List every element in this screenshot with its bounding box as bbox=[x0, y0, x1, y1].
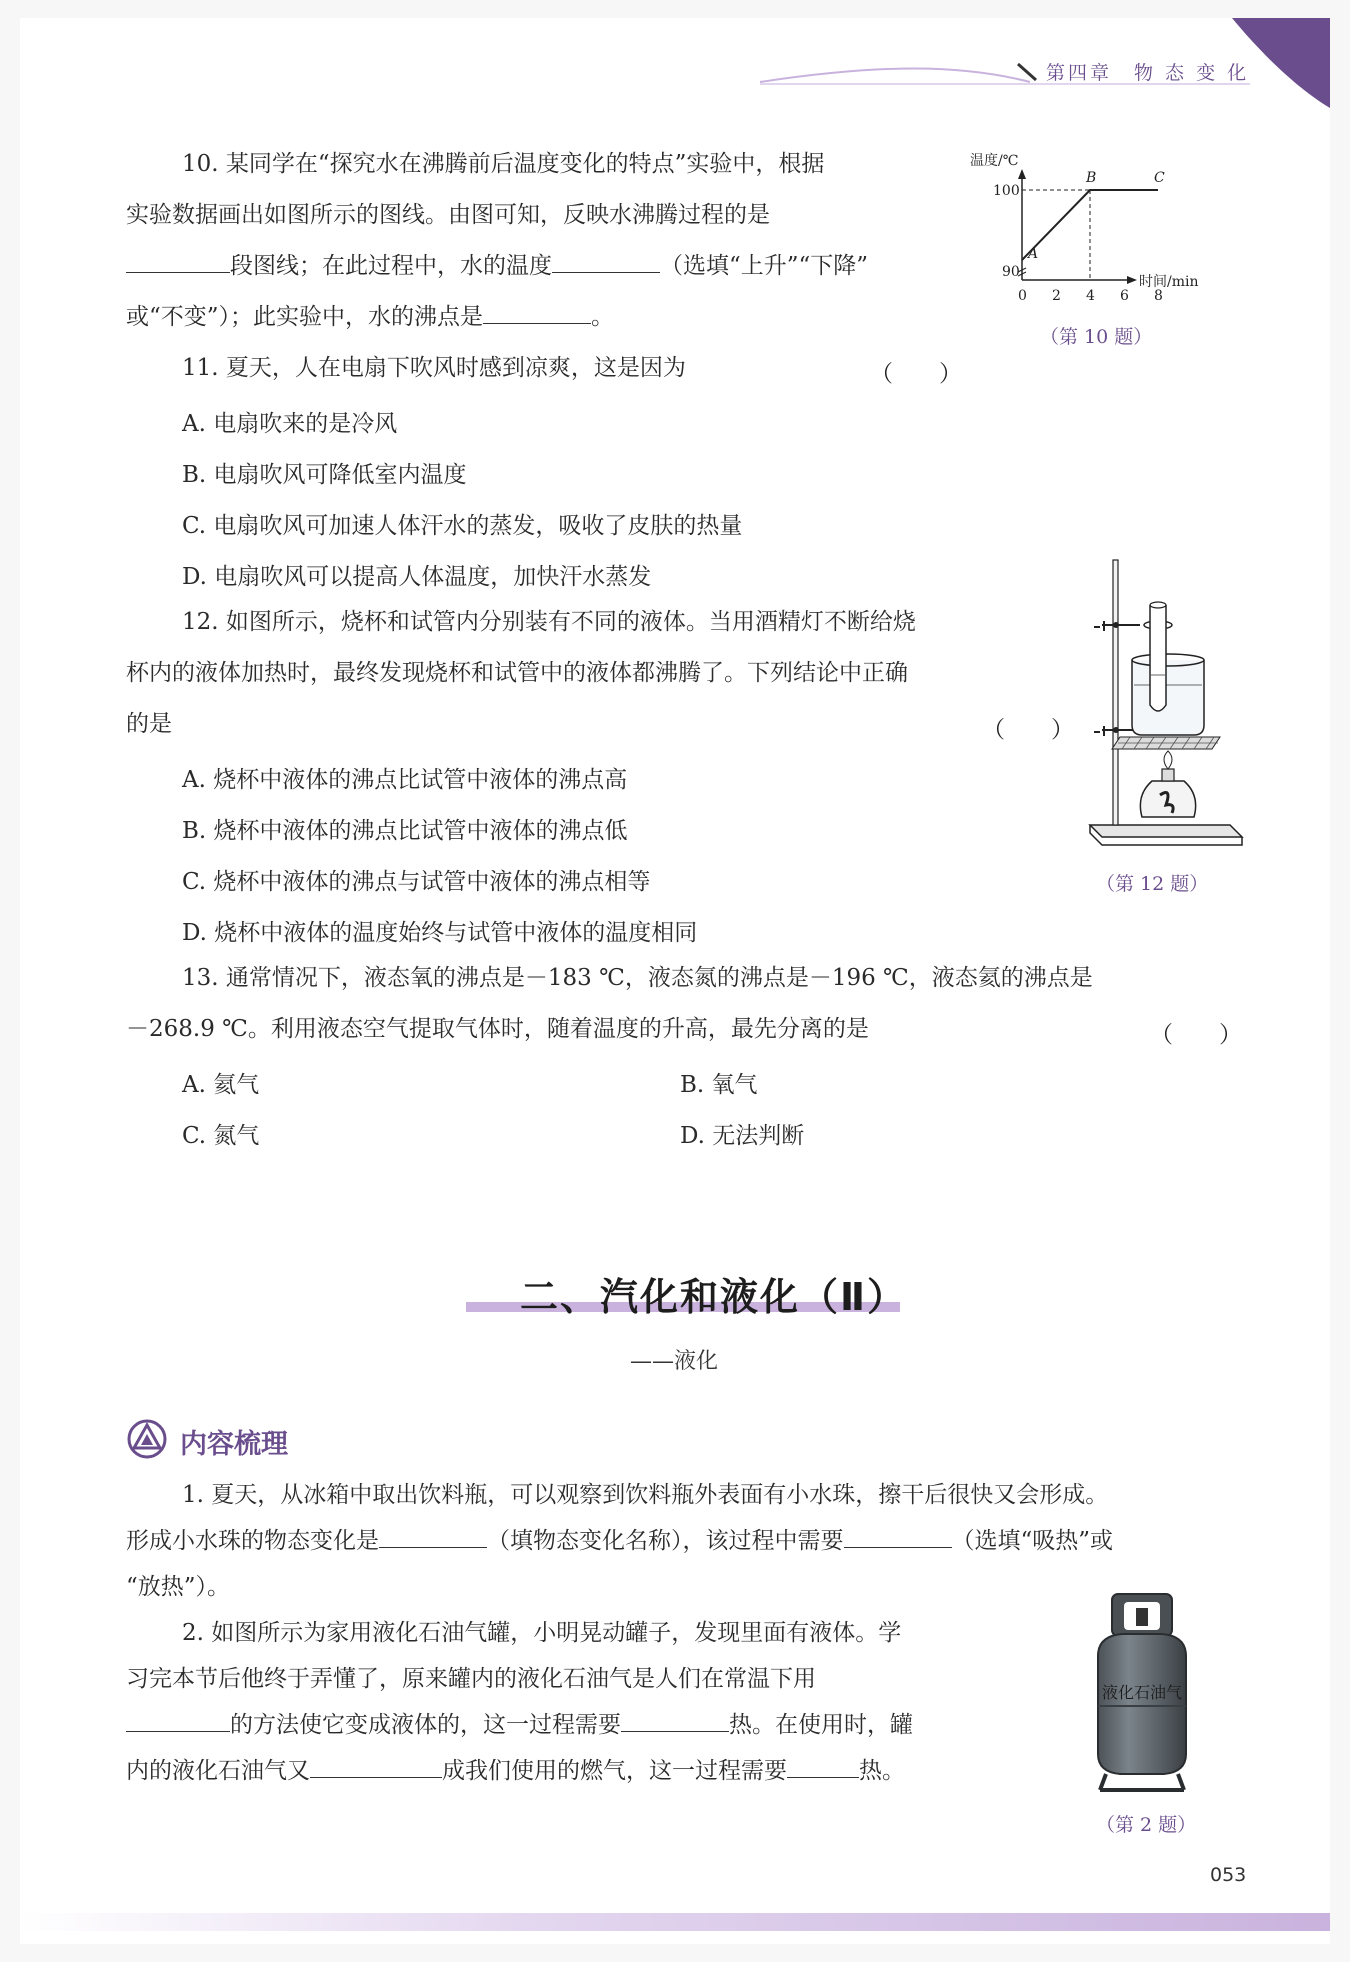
q13-option-b[interactable]: B. 氧气 bbox=[680, 1072, 758, 1098]
chart-ylabel: 温度/℃ bbox=[970, 153, 1019, 169]
q12-line3: 的是 bbox=[126, 711, 172, 737]
boiling-apparatus-figure bbox=[1080, 555, 1250, 850]
q12-option-d[interactable]: D. 烧杯中液体的温度始终与试管中液体的温度相同 bbox=[182, 920, 698, 946]
chart-point-label: C bbox=[1154, 170, 1165, 186]
q10-line1: 10. 某同学在“探究水在沸腾前后温度变化的特点”实验中，根据 bbox=[182, 151, 825, 177]
s2-line1: 2. 如图所示为家用液化石油气罐，小明晃动罐子，发现里面有液体。学 bbox=[182, 1620, 902, 1646]
s1-line2: 形成小水珠的物态变化是 （填物态变化名称），该过程中需要 （选填“吸热”或 bbox=[126, 1516, 1113, 1566]
summary-title: 内容梳理 bbox=[180, 1429, 288, 1460]
chart-x-tick-label: 6 bbox=[1120, 288, 1129, 304]
q12-option-b[interactable]: B. 烧杯中液体的沸点比试管中液体的沸点低 bbox=[182, 818, 628, 844]
q12-caption: （第 12 题） bbox=[1096, 873, 1209, 895]
s2-caption: （第 2 题） bbox=[1096, 1814, 1197, 1836]
q10-caption: （第 10 题） bbox=[1040, 326, 1153, 348]
answer-blank[interactable] bbox=[379, 1519, 487, 1548]
answer-blank[interactable] bbox=[483, 295, 591, 324]
section-subtitle: ——液化 bbox=[630, 1349, 719, 1374]
s1-line3: “放热”）。 bbox=[126, 1574, 231, 1600]
q10-line4: 或“不变”）；此实验中，水的沸点是 。 bbox=[126, 292, 614, 342]
lpg-tank-figure bbox=[1082, 1586, 1202, 1792]
footer-band bbox=[0, 1905, 1350, 1945]
s2-line2: 习完本节后他终于弄懂了，原来罐内的液化石油气是人们在常温下用 bbox=[126, 1666, 816, 1692]
q13-option-d[interactable]: D. 无法判断 bbox=[680, 1123, 805, 1149]
chart-y-tick-label: 100 bbox=[993, 183, 1020, 199]
chart-x-tick-label: 0 bbox=[1018, 288, 1027, 304]
s1-line1: 1. 夏天，从冰箱中取出饮料瓶，可以观察到饮料瓶外表面有小水珠，擦干后很快又会形成。 bbox=[182, 1482, 1109, 1508]
q12-option-a[interactable]: A. 烧杯中液体的沸点比试管中液体的沸点高 bbox=[182, 767, 628, 793]
chart-point-label: A bbox=[1028, 246, 1039, 262]
s2-line4: 内的液化石油气又 成我们使用的燃气，这一过程需要 热。 bbox=[126, 1746, 905, 1796]
q10-boiling-chart bbox=[960, 145, 1250, 315]
q12-answer-paren[interactable]: （ ） bbox=[982, 717, 1074, 743]
q11-option-d[interactable]: D. 电扇吹风可以提高人体温度，加快汗水蒸发 bbox=[182, 564, 652, 590]
chart-x-arrow bbox=[1127, 276, 1137, 284]
q11-stem: 11. 夏天，人在电扇下吹风时感到凉爽，这是因为 bbox=[182, 355, 686, 381]
section-title: 二、汽化和液化（Ⅱ） bbox=[520, 1275, 908, 1319]
s2-line3: 的方法使它变成液体的，这一过程需要 热。在使用时，罐 bbox=[126, 1700, 913, 1750]
q11-option-a[interactable]: A. 电扇吹来的是冷风 bbox=[182, 411, 398, 437]
chart-x-tick-label: 8 bbox=[1154, 288, 1163, 304]
chart-y-arrow bbox=[1018, 169, 1026, 179]
q13-line2: －268.9 ℃。利用液态空气提取气体时，随着温度的升高，最先分离的是 bbox=[126, 1016, 869, 1042]
q13-line1: 13. 通常情况下，液态氧的沸点是－183 ℃，液态氮的沸点是－196 ℃，液态氦的沸点是 bbox=[182, 965, 1093, 991]
chart-xlabel: 时间/min bbox=[1139, 274, 1199, 290]
answer-blank[interactable] bbox=[126, 1703, 230, 1732]
q13-option-a[interactable]: A. 氦气 bbox=[182, 1072, 260, 1098]
q12-line1: 12. 如图所示，烧杯和试管内分别装有不同的液体。当用酒精灯不断给烧 bbox=[182, 609, 916, 635]
chart-x-tick-label: 4 bbox=[1086, 288, 1095, 304]
q11-option-c[interactable]: C. 电扇吹风可加速人体汗水的蒸发，吸收了皮肤的热量 bbox=[182, 513, 743, 539]
q13-answer-paren[interactable]: （ ） bbox=[1150, 1022, 1242, 1048]
tank-label: 液化石油气 bbox=[1102, 1683, 1183, 1702]
q11-option-b[interactable]: B. 电扇吹风可降低室内温度 bbox=[182, 462, 467, 488]
page-number: 053 bbox=[1210, 1864, 1247, 1886]
q12-option-c[interactable]: C. 烧杯中液体的沸点与试管中液体的沸点相等 bbox=[182, 869, 651, 895]
q10-line3: 段图线；在此过程中，水的温度 （选填“上升”“下降” bbox=[126, 241, 868, 291]
answer-blank[interactable] bbox=[844, 1519, 952, 1548]
answer-blank[interactable] bbox=[787, 1749, 859, 1778]
chart-x-tick-label: 2 bbox=[1052, 288, 1061, 304]
chart-point-label: B bbox=[1086, 170, 1097, 186]
answer-blank[interactable] bbox=[552, 244, 660, 273]
triangle-circle-icon bbox=[126, 1418, 168, 1460]
answer-blank[interactable] bbox=[621, 1703, 729, 1732]
answer-blank[interactable] bbox=[310, 1749, 442, 1778]
header-decoration bbox=[0, 0, 1350, 110]
q10-line2: 实验数据画出如图所示的图线。由图可知，反映水沸腾过程的是 bbox=[126, 202, 770, 228]
q12-line2: 杯内的液体加热时，最终发现烧杯和试管中的液体都沸腾了。下列结论中正确 bbox=[126, 660, 908, 686]
q11-answer-paren[interactable]: （ ） bbox=[870, 361, 962, 387]
chart-y-tick-label: 90 bbox=[1002, 264, 1020, 280]
chapter-header: 第四章 物 态 变 化 bbox=[1046, 62, 1250, 84]
answer-blank[interactable] bbox=[126, 244, 230, 273]
q13-option-c[interactable]: C. 氮气 bbox=[182, 1123, 260, 1149]
